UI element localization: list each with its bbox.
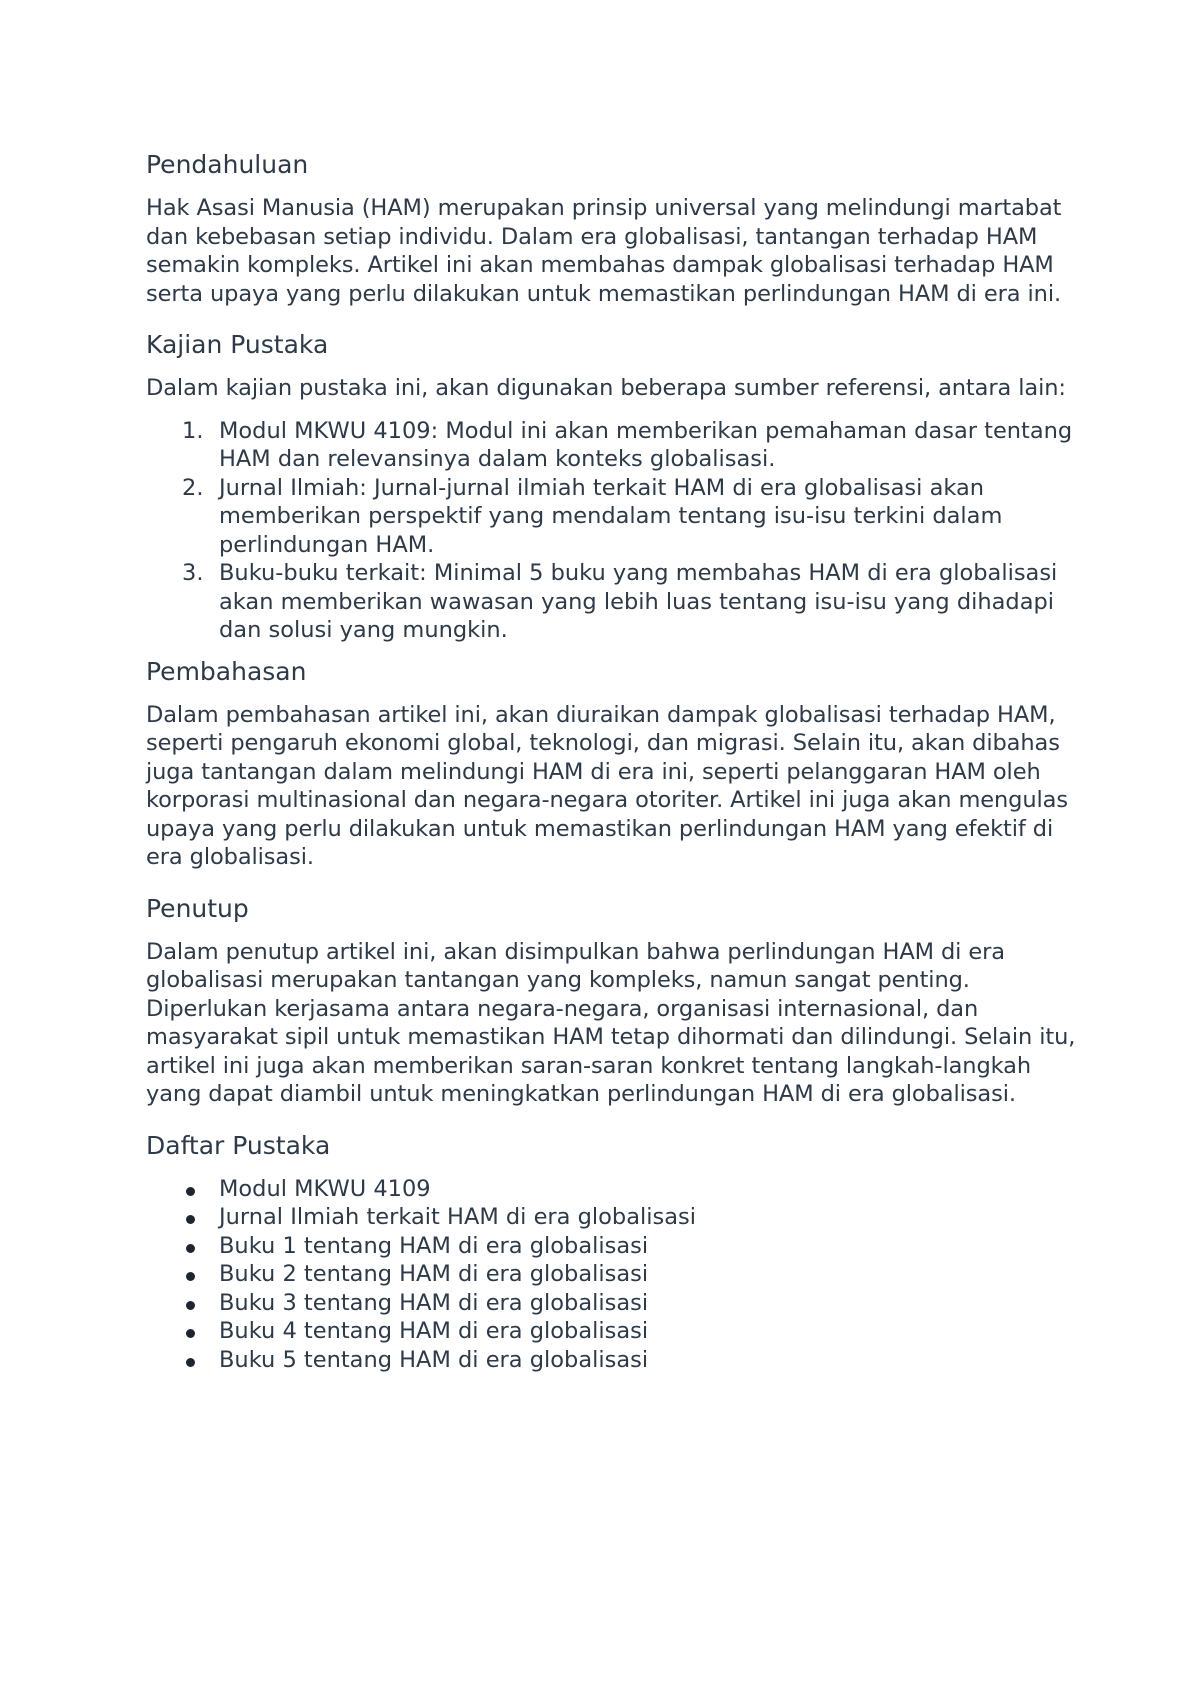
paragraph-kajian-pustaka: Dalam kajian pustaka ini, akan digunakan beberapa sumber referensi, antara lain: xyxy=(146,375,1066,401)
bullet-icon xyxy=(186,1187,195,1196)
list-item xyxy=(146,474,1076,560)
list-item xyxy=(146,1289,1076,1318)
bibliography-list xyxy=(146,1175,1076,1375)
reference-sources-list xyxy=(146,417,1076,645)
list-item-text: Buku 2 tentang HAM di era globalisasi xyxy=(219,1261,649,1287)
bullet-icon xyxy=(186,1244,195,1253)
heading-penutup: Penutup xyxy=(146,893,249,923)
bullet-icon xyxy=(186,1215,195,1224)
heading-daftar-pustaka: Daftar Pustaka xyxy=(146,1130,331,1160)
bullet-icon xyxy=(186,1329,195,1338)
heading-pendahuluan: Pendahuluan xyxy=(146,150,309,179)
list-item xyxy=(146,1346,1076,1375)
document-page xyxy=(146,150,1076,1374)
list-item-text: Jurnal Ilmiah terkait HAM di era globalisasi xyxy=(219,1204,696,1230)
list-item xyxy=(146,559,1076,645)
list-item-text: Buku 5 tentang HAM di era globalisasi xyxy=(219,1346,649,1373)
list-item-text: Buku-buku terkait: Minimal 5 buku yang membahas HAM di era globalisasi akan memberikan wawasan yang lebih luas tentang isu-isu yang dihadapi dan solusi yang mungkin. xyxy=(219,560,1058,643)
bullet-icon xyxy=(186,1272,195,1281)
list-item xyxy=(146,1317,1076,1346)
list-item xyxy=(146,1203,1076,1232)
paragraph-pendahuluan: Hak Asasi Manusia (HAM) merupakan prinsip universal yang melindungi martabat dan kebebasan setiap individu. Dalam era globalisasi, tantangan terhadap HAM semakin kompleks. Artikel ini akan membahas dampak globalisasi terhadap HAM serta upaya yang perlu dilakukan untuk memastikan perlindungan HAM di era ini. xyxy=(146,195,1062,307)
list-item-text: Buku 1 tentang HAM di era globalisasi xyxy=(219,1232,649,1259)
list-item xyxy=(146,1232,1076,1261)
heading-kajian-pustaka: Kajian Pustaka xyxy=(146,330,329,359)
bullet-icon xyxy=(186,1301,195,1310)
list-item-text: Modul MKWU 4109 xyxy=(219,1175,431,1202)
heading-pembahasan: Pembahasan xyxy=(146,656,307,686)
list-item-text: Jurnal Ilmiah: Jurnal-jurnal ilmiah terkait HAM di era globalisasi akan memberikan perspektif yang mendalam tentang isu-isu terkini dalam perlindungan HAM. xyxy=(219,474,1003,558)
list-number: 1. xyxy=(182,417,204,444)
list-item-text: Modul MKWU 4109: Modul ini akan memberikan pemahaman dasar tentang HAM dan relevansinya dalam konteks globalisasi. xyxy=(219,417,1073,472)
list-item xyxy=(146,417,1076,474)
list-item-text: Buku 3 tentang HAM di era globalisasi xyxy=(219,1289,649,1316)
list-item-text: Buku 4 tentang HAM di era globalisasi xyxy=(219,1318,649,1344)
bullet-icon xyxy=(186,1358,195,1367)
list-number: 2. xyxy=(182,474,204,501)
list-item xyxy=(146,1260,1076,1289)
paragraph-pembahasan: Dalam pembahasan artikel ini, akan diuraikan dampak globalisasi terhadap HAM, seperti pengaruh ekonomi global, teknologi, dan migrasi. Selain itu, akan dibahas juga tantangan dalam melindungi HAM di era ini, seperti pelanggaran HAM oleh korporasi multinasional dan negara-negara otoriter. Artikel ini juga akan mengulas upaya yang perlu dilakukan untuk memastikan perlindungan HAM yang efektif di era globalisasi. xyxy=(146,701,1068,870)
list-number: 3. xyxy=(182,560,204,586)
list-item xyxy=(146,1175,1076,1204)
paragraph-penutup: Dalam penutup artikel ini, akan disimpulkan bahwa perlindungan HAM di era globalisasi merupakan tantangan yang kompleks, namun sangat penting. Diperlukan kerjasama antara negara-negara, organisasi internasional, dan masyarakat sipil untuk memastikan HAM tetap dihormati dan dilindungi. Selain itu, artikel ini juga akan memberikan saran-saran konkret tentang langkah-langkah yang dapat diambil untuk meningkatkan perlindungan HAM di era globalisasi. xyxy=(146,938,1076,1107)
